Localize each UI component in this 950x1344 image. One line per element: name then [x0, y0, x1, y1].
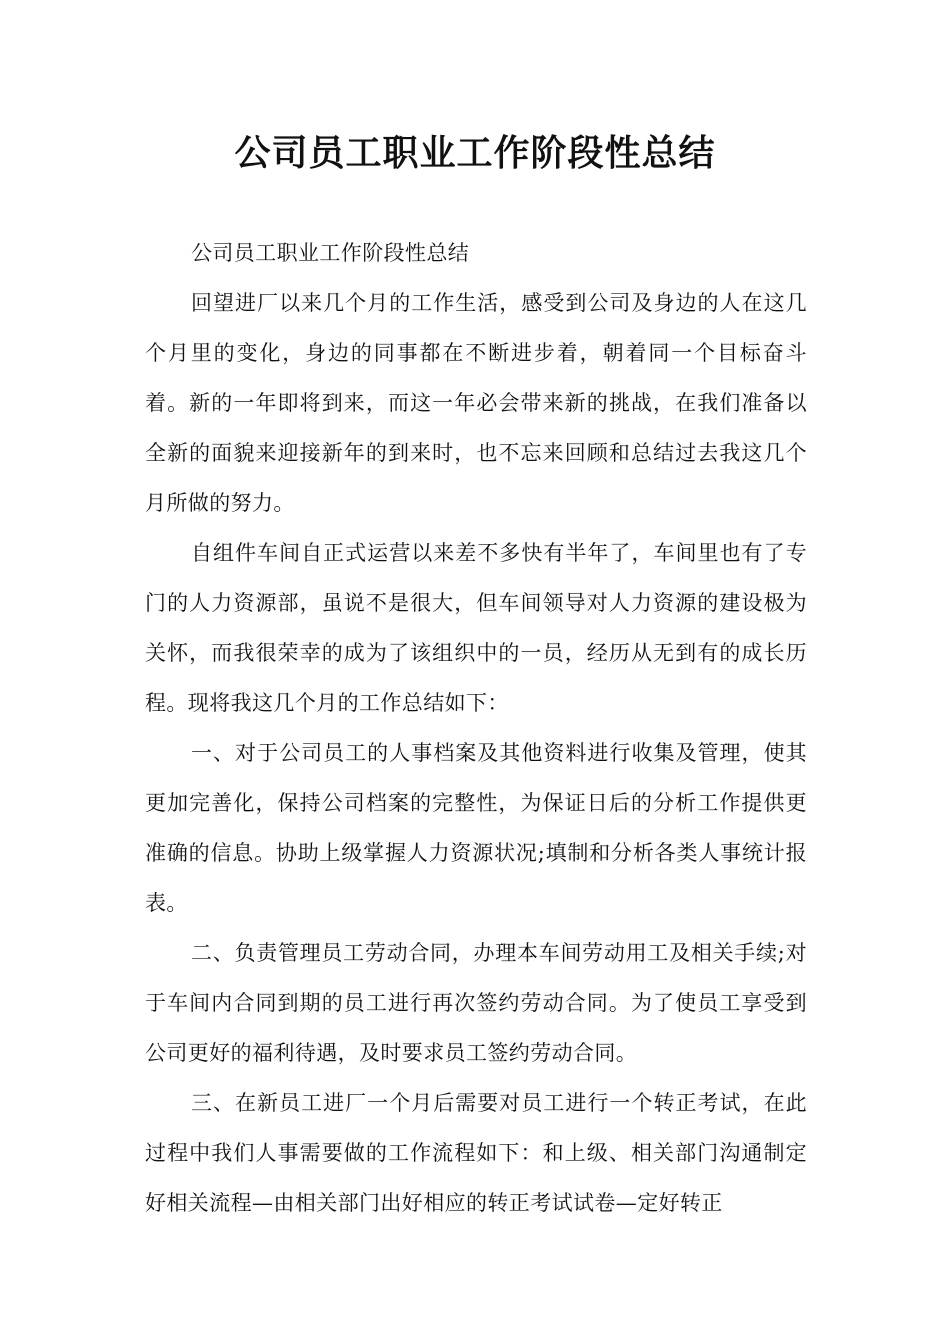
- paragraph-background: 自组件车间自正式运营以来差不多快有半年了，车间里也有了专门的人力资源部，虽说不是很大，但车间领导对人力资源的建设极为关怀，而我很荣幸的成为了该组织中的一员，经历从无到有的成长历程。现将我这几个月的工作总结如下：: [145, 541, 807, 715]
- paragraph-subtitle: 公司员工职业工作阶段性总结: [191, 241, 470, 265]
- paragraph-item-2: 二、负责管理员工劳动合同，办理本车间劳动用工及相关手续;对于车间内合同到期的员工进行再次签约劳动合同。为了使员工享受到公司更好的福利待遇，及时要求员工签约劳动合同。: [145, 941, 807, 1065]
- paragraph-item-1: 一、对于公司员工的人事档案及其他资料进行收集及管理，使其更加完善化，保持公司档案的完整性，为保证日后的分析工作提供更准确的信息。协助上级掌握人力资源状况;填制和分析各类人事统计报表。: [145, 741, 807, 915]
- document-title: 公司员工职业工作阶段性总结: [234, 132, 716, 174]
- document-body: [145, 228, 807, 1228]
- paragraph-intro: 回望进厂以来几个月的工作生活，感受到公司及身边的人在这几个月里的变化，身边的同事都在不断进步着，朝着同一个目标奋斗着。新的一年即将到来，而这一年必会带来新的挑战，在我们准备以全新的面貌来迎接新年的到来时，也不忘来回顾和总结过去我这几个月所做的努力。: [145, 291, 807, 515]
- paragraph-item-3: 三、在新员工进厂一个月后需要对员工进行一个转正考试，在此过程中我们人事需要做的工作流程如下：和上级、相关部门沟通制定好相关流程—由相关部门出好相应的转正考试试卷—定好转正: [145, 1091, 807, 1215]
